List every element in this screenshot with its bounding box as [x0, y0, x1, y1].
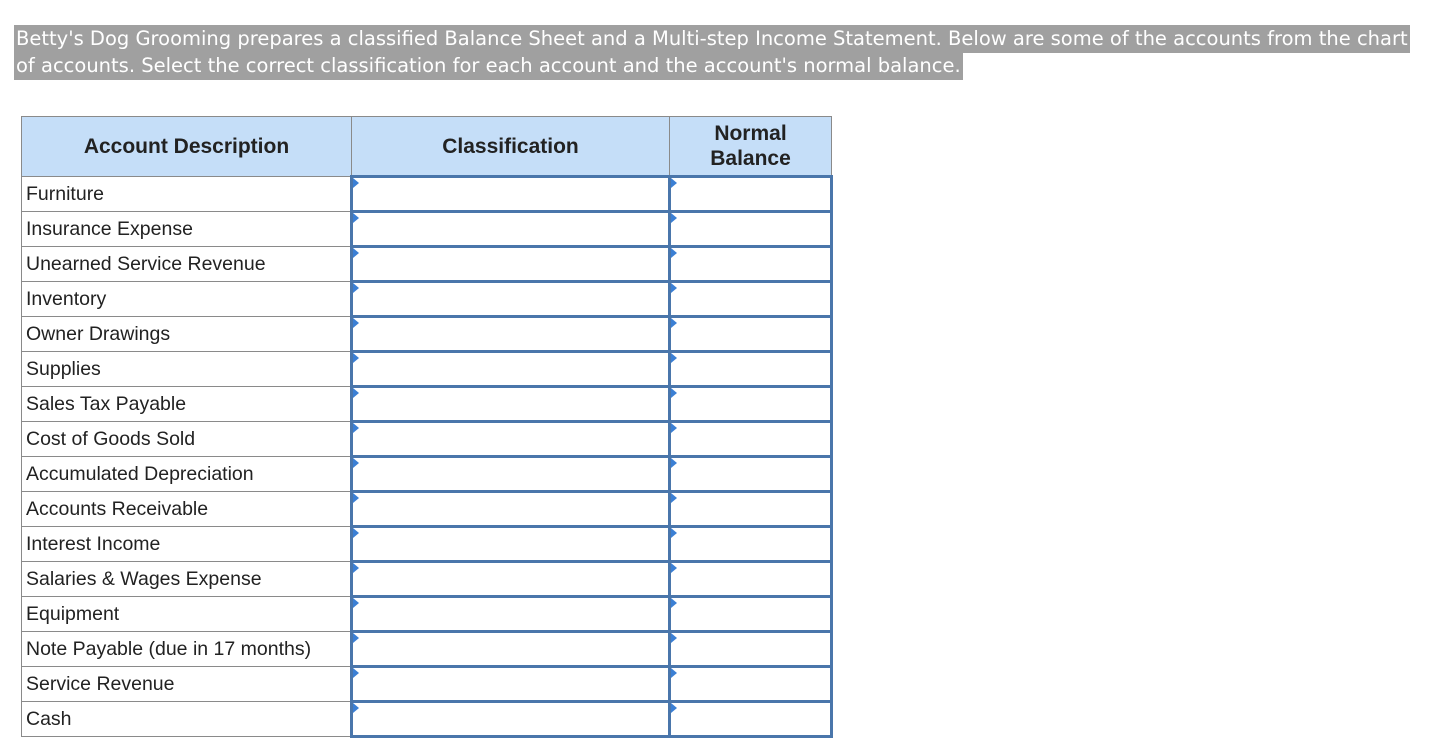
account-description: Unearned Service Revenue — [22, 247, 352, 282]
account-description: Accumulated Depreciation — [22, 457, 352, 492]
classification-select[interactable] — [352, 422, 670, 457]
table-row — [22, 212, 832, 247]
dropdown-arrow-icon — [671, 318, 677, 328]
account-description: Furniture — [22, 177, 352, 212]
classification-select[interactable] — [352, 492, 670, 527]
normal-balance-select[interactable] — [670, 632, 832, 667]
accounts-table — [21, 116, 833, 738]
dropdown-arrow-icon — [671, 248, 677, 258]
normal-balance-select[interactable] — [670, 702, 832, 737]
classification-select[interactable] — [352, 317, 670, 352]
dropdown-arrow-icon — [671, 668, 677, 678]
account-description: Cost of Goods Sold — [22, 422, 352, 457]
dropdown-arrow-icon — [671, 598, 677, 608]
dropdown-arrow-icon — [353, 633, 359, 643]
header-normal-balance-line2: Balance — [710, 147, 791, 170]
dropdown-arrow-icon — [353, 213, 359, 223]
normal-balance-select[interactable] — [670, 177, 832, 212]
classification-select[interactable] — [352, 562, 670, 597]
table-row — [22, 422, 832, 457]
dropdown-arrow-icon — [353, 668, 359, 678]
account-description: Accounts Receivable — [22, 492, 352, 527]
dropdown-arrow-icon — [671, 213, 677, 223]
dropdown-arrow-icon — [671, 633, 677, 643]
table-row — [22, 352, 832, 387]
table-body — [22, 177, 832, 737]
normal-balance-select[interactable] — [670, 317, 832, 352]
dropdown-arrow-icon — [671, 283, 677, 293]
table-row — [22, 667, 832, 702]
normal-balance-select[interactable] — [670, 212, 832, 247]
normal-balance-select[interactable] — [670, 422, 832, 457]
normal-balance-select[interactable] — [670, 562, 832, 597]
instructions-text — [14, 25, 1414, 79]
normal-balance-select[interactable] — [670, 527, 832, 562]
normal-balance-select[interactable] — [670, 352, 832, 387]
normal-balance-select[interactable] — [670, 597, 832, 632]
dropdown-arrow-icon — [671, 493, 677, 503]
classification-select[interactable] — [352, 702, 670, 737]
classification-select[interactable] — [352, 387, 670, 422]
account-description: Note Payable (due in 17 months) — [22, 632, 352, 667]
table-row — [22, 457, 832, 492]
classification-select[interactable] — [352, 457, 670, 492]
dropdown-arrow-icon — [671, 178, 677, 188]
normal-balance-select[interactable] — [670, 667, 832, 702]
classification-select[interactable] — [352, 527, 670, 562]
account-description: Supplies — [22, 352, 352, 387]
dropdown-arrow-icon — [353, 493, 359, 503]
table-row — [22, 387, 832, 422]
header-normal-balance-line1: Normal — [714, 122, 787, 145]
normal-balance-select[interactable] — [670, 457, 832, 492]
dropdown-arrow-icon — [671, 458, 677, 468]
dropdown-arrow-icon — [671, 528, 677, 538]
dropdown-arrow-icon — [671, 703, 677, 713]
dropdown-arrow-icon — [353, 703, 359, 713]
account-description: Interest Income — [22, 527, 352, 562]
dropdown-arrow-icon — [353, 528, 359, 538]
table-row — [22, 527, 832, 562]
account-description: Sales Tax Payable — [22, 387, 352, 422]
dropdown-arrow-icon — [353, 423, 359, 433]
account-description: Salaries & Wages Expense — [22, 562, 352, 597]
dropdown-arrow-icon — [353, 283, 359, 293]
account-description: Insurance Expense — [22, 212, 352, 247]
dropdown-arrow-icon — [353, 388, 359, 398]
dropdown-arrow-icon — [353, 563, 359, 573]
classification-select[interactable] — [352, 597, 670, 632]
dropdown-arrow-icon — [671, 388, 677, 398]
instructions-highlight: Betty's Dog Grooming prepares a classified Balance Sheet and a Multi-step Income Statement. Below are some of the accounts from the chart of accounts. Select the correct classification for each account and the account's normal balance. — [14, 25, 1410, 80]
classification-select[interactable] — [352, 177, 670, 212]
table-row — [22, 247, 832, 282]
normal-balance-select[interactable] — [670, 247, 832, 282]
table-row — [22, 597, 832, 632]
normal-balance-select[interactable] — [670, 492, 832, 527]
dropdown-arrow-icon — [353, 598, 359, 608]
account-description: Service Revenue — [22, 667, 352, 702]
table-row — [22, 702, 832, 737]
dropdown-arrow-icon — [353, 178, 359, 188]
normal-balance-select[interactable] — [670, 387, 832, 422]
dropdown-arrow-icon — [671, 423, 677, 433]
table-row — [22, 632, 832, 667]
classification-select[interactable] — [352, 632, 670, 667]
account-description: Owner Drawings — [22, 317, 352, 352]
header-classification: Classification — [352, 117, 670, 177]
dropdown-arrow-icon — [353, 318, 359, 328]
table-row — [22, 177, 832, 212]
classification-select[interactable] — [352, 212, 670, 247]
table-row — [22, 562, 832, 597]
dropdown-arrow-icon — [353, 248, 359, 258]
classification-select[interactable] — [352, 352, 670, 387]
classification-select[interactable] — [352, 282, 670, 317]
classification-select[interactable] — [352, 247, 670, 282]
dropdown-arrow-icon — [353, 458, 359, 468]
table-header-row — [22, 117, 832, 177]
dropdown-arrow-icon — [671, 563, 677, 573]
table-row — [22, 492, 832, 527]
table-row — [22, 317, 832, 352]
table-row — [22, 282, 832, 317]
account-description: Inventory — [22, 282, 352, 317]
header-account-description: Account Description — [22, 117, 352, 177]
dropdown-arrow-icon — [671, 353, 677, 363]
classification-select[interactable] — [352, 667, 670, 702]
header-normal-balance — [670, 117, 832, 177]
account-description: Cash — [22, 702, 352, 737]
dropdown-arrow-icon — [353, 353, 359, 363]
account-description: Equipment — [22, 597, 352, 632]
normal-balance-select[interactable] — [670, 282, 832, 317]
